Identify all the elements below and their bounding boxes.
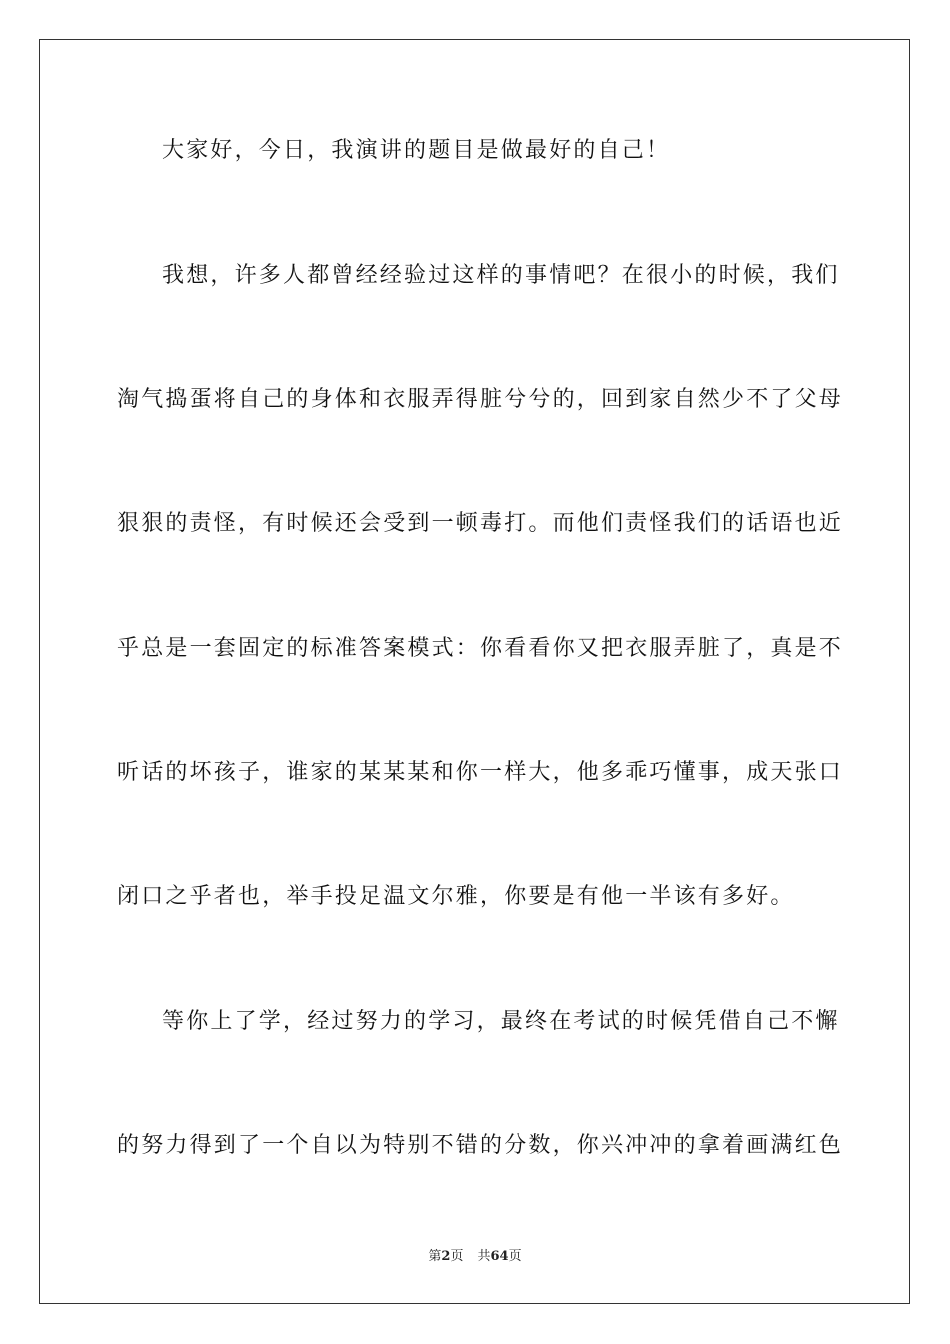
body-text-line: 大家好，今日，我演讲的题目是做最好的自己！ bbox=[162, 138, 671, 163]
body-text-line: 狠狠的责怪，有时候还会受到一顿毒打。而他们责怪我们的话语也近 bbox=[117, 511, 844, 536]
body-text-line: 乎总是一套固定的标准答案模式：你看看你又把衣服弄脏了，真是不 bbox=[117, 636, 844, 661]
body-text-line: 等你上了学，经过努力的学习，最终在考试的时候凭借自己不懈 bbox=[162, 1009, 840, 1034]
body-text-line: 听话的坏孩子，谁家的某某某和你一样大，他多乖巧懂事，成天张口 bbox=[117, 760, 844, 785]
body-text-line: 我想，许多人都曾经经验过这样的事情吧？在很小的时候，我们 bbox=[162, 263, 840, 288]
page-footer bbox=[0, 1248, 950, 1266]
body-text-line: 淘气捣蛋将自己的身体和衣服弄得脏兮兮的，回到家自然少不了父母 bbox=[117, 387, 844, 412]
page-border bbox=[39, 39, 910, 1304]
body-text-line: 的努力得到了一个自以为特别不错的分数，你兴冲冲的拿着画满红色 bbox=[117, 1133, 844, 1158]
total-pages-indicator: 共64页 bbox=[477, 1249, 522, 1264]
body-text-line: 闭口之乎者也，举手投足温文尔雅，你要是有他一半该有多好。 bbox=[117, 884, 795, 909]
page-indicator: 第2页 bbox=[428, 1249, 464, 1264]
